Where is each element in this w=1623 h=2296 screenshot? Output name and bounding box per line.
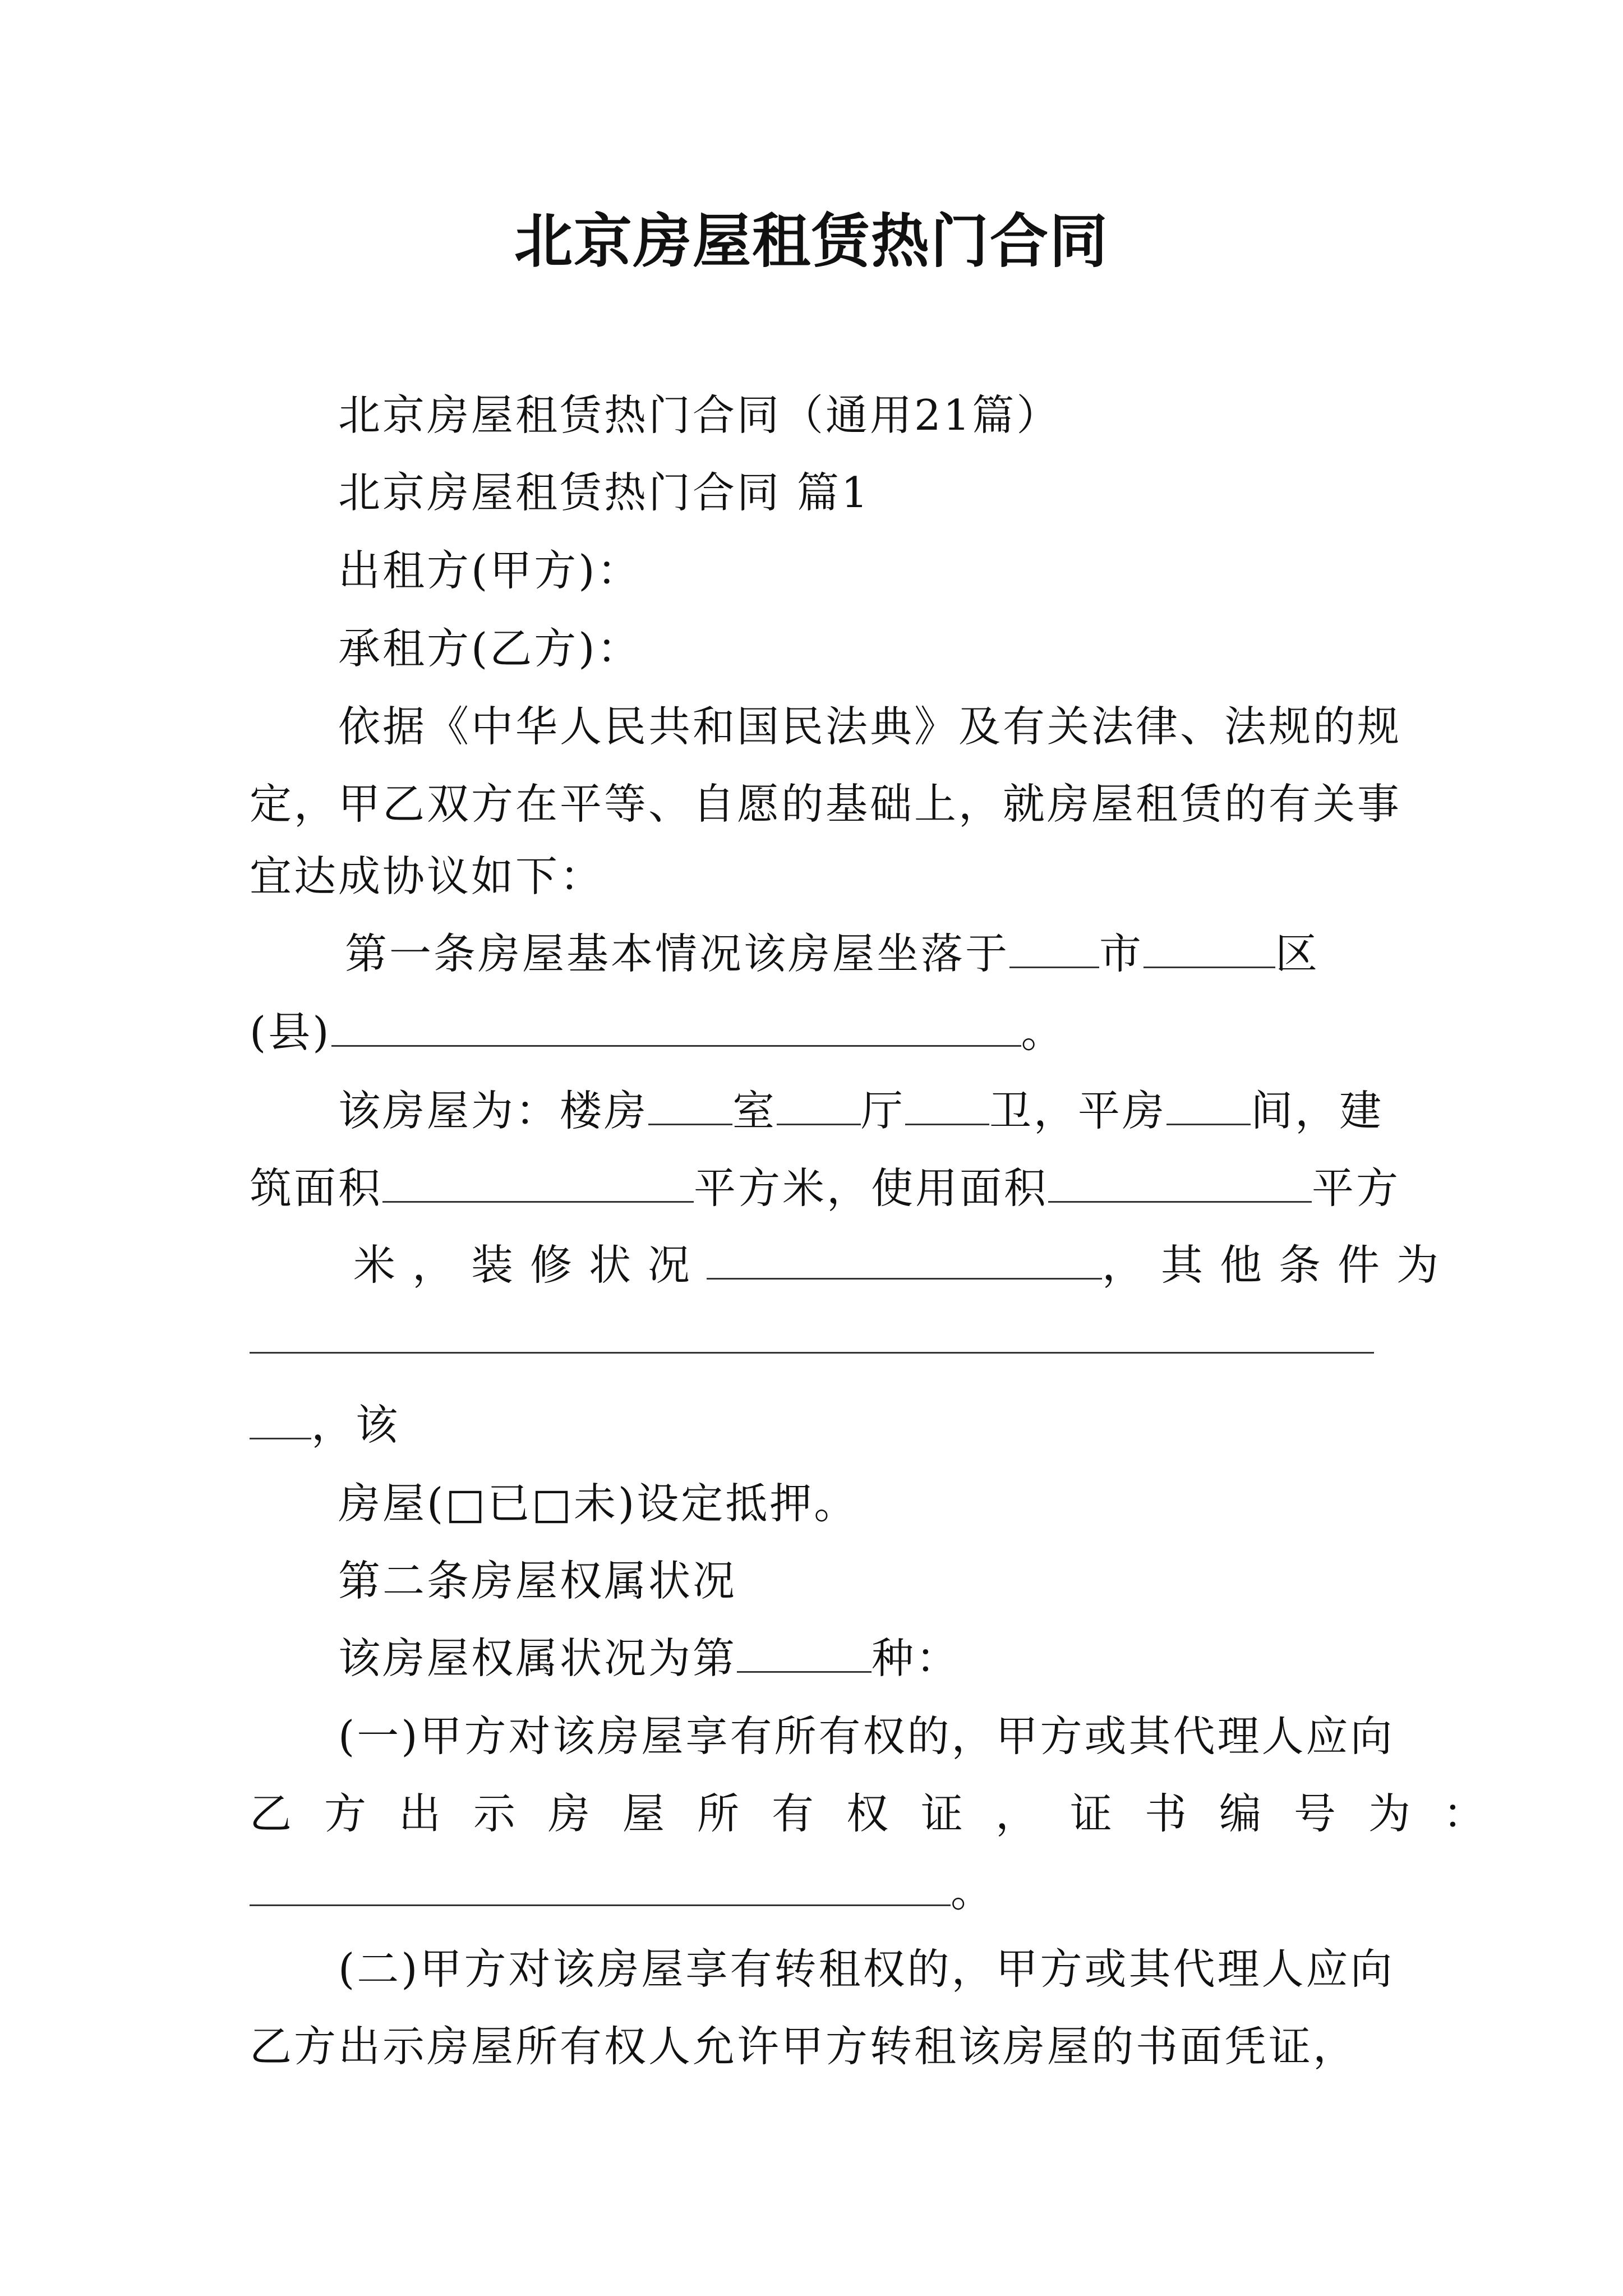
fill-blank [250, 1398, 311, 1439]
decoration-line [353, 1237, 1455, 1293]
fill-blank [331, 1006, 1021, 1047]
text-segment: 室 [732, 1086, 777, 1135]
fill-blank [737, 1632, 872, 1673]
fill-blank [707, 1239, 1102, 1280]
document-title: 北京房屋租赁热门合同 [514, 206, 1109, 275]
lessee-line: 承租方(乙方)： [338, 624, 642, 673]
fill-blank [905, 1084, 989, 1125]
fill-blank [1048, 1162, 1312, 1203]
area-line [250, 1160, 1400, 1216]
text-segment: 平方米，使用面积 [694, 1163, 1049, 1213]
ownership-type-line [338, 1630, 960, 1686]
paragraph-line: 乙方出示房屋所有权人允许甲方转租该房屋的书面凭证， [250, 2022, 1358, 2071]
text-segment: 。 [951, 1867, 995, 1916]
county-line [250, 1004, 1066, 1060]
paragraph-line: 定，甲乙双方在平等、自愿的基础上，就房屋租赁的有关事 [250, 779, 1402, 829]
mortgage-line: 房屋(□已□未)设定抵押。 [338, 1479, 859, 1528]
certificate-number-line [250, 1864, 995, 1920]
fill-blank [648, 1084, 732, 1125]
text-segment: 厅 [861, 1086, 906, 1135]
text-segment: 米，装修状况 [353, 1240, 707, 1290]
fill-blank [382, 1162, 694, 1203]
text-segment: 该房屋权属状况为第 [338, 1634, 737, 1683]
text-segment: 间，建 [1251, 1086, 1384, 1135]
section-heading: 北京房屋租赁热门合同 篇1 [338, 468, 870, 517]
fill-blank [777, 1084, 861, 1125]
text-segment: 筑面积 [250, 1163, 383, 1213]
text-segment: 第一条房屋基本情况该房屋坐落于 [345, 929, 1010, 978]
article-one-line [345, 926, 1320, 982]
text-segment: 该房屋为：楼房 [338, 1086, 649, 1135]
fill-blank [1144, 927, 1275, 968]
text-segment: ，其他条件为 [1102, 1240, 1456, 1290]
continuation-line [250, 1397, 400, 1453]
room-layout-line [338, 1083, 1384, 1139]
article-two-heading: 第二条房屋权属状况 [338, 1556, 737, 1605]
paragraph-line: (二)甲方对该房屋享有转租权的，甲方或其代理人应向 [338, 1944, 1395, 1994]
text-segment: 卫，平房 [989, 1086, 1167, 1135]
text-segment: ，该 [311, 1400, 400, 1450]
certificate-line: 乙方出示房屋所有权证，证书编号为： [250, 1789, 1518, 1838]
text-segment: 。 [1021, 1007, 1066, 1057]
paragraph-line: (一)甲方对该房屋享有所有权的，甲方或其代理人应向 [338, 1711, 1395, 1761]
fill-line [250, 1352, 1374, 1354]
fill-blank [250, 1865, 951, 1906]
paragraph-line: 宜达成协议如下： [250, 852, 605, 901]
text-segment: 市 [1099, 929, 1144, 978]
fill-blank [1009, 927, 1099, 968]
lessor-line: 出租方(甲方)： [338, 546, 642, 595]
text-segment: (县) [250, 1007, 331, 1057]
text-segment: 平方 [1312, 1163, 1401, 1213]
fill-blank [1166, 1084, 1251, 1125]
text-segment: 区 [1275, 929, 1320, 978]
text-segment: 种： [872, 1634, 961, 1683]
paragraph-line: 依据《中华人民共和国民法典》及有关法律、法规的规 [338, 702, 1402, 751]
subtitle-line: 北京房屋租赁热门合同（通用21篇） [338, 390, 1061, 440]
